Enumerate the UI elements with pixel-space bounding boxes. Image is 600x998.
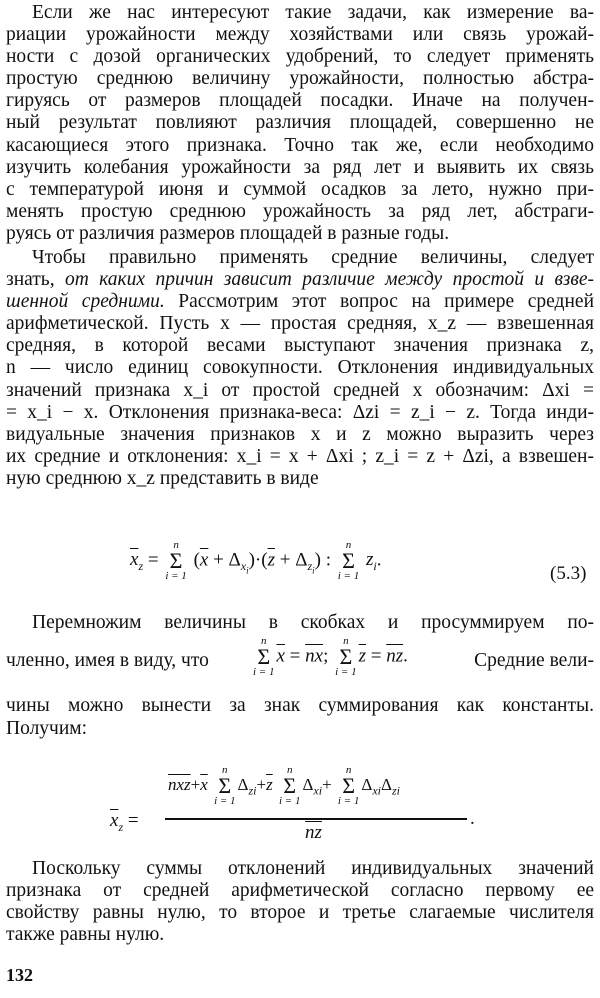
text-line: руясь от различия размеров площадей в разные годы. [6,222,450,244]
paragraph-3 [6,612,594,634]
text-line: = x_i − x. Отклонения признака-веса: Δzi = z_i − z. Тогда инди- [6,401,594,423]
text-line: изучить колебания урожайности за ряд лет и выявить их связь [6,156,594,178]
text-line: средняя, в которой весами выступают значения признака z, [6,335,594,357]
text-fragment: Средние вели- [474,650,594,671]
formula-numerator: $\overline{nxz}+\overline{x}$ n Σ i = 1 $\Delta_{zi}+\overline{z}$ n Σ i = 1 $\Delta_{xi}+$ n Σ i = 1 $\Delta_{xi}\Delta_{zi}$ [168,764,400,807]
text-line: значений признака x_i от простой средней x обозначим: Δxi = [6,379,594,401]
text-line: Перемножим величины в скобках и просуммируем по- [32,612,594,633]
text-line: их средние и отклонения: x_i = x + Δxi ; z_i = z + Δzi, а взвешен- [6,445,594,467]
text-line: ную среднюю x_z представить в виде [6,467,319,489]
text-line: видуальные значения признаков x и z можно выразить через [6,423,594,445]
text-fragment: членно, имея в виду, что [6,650,209,671]
text-line: риации урожайности между хозяйствами или связь урожай- [6,24,594,46]
page-number: 132 [6,965,33,985]
italic-text: от каких причин зависит различие между простой и взве- [64,269,594,291]
text-line: Если же нас интересуют такие задачи, как измерение ва- [32,2,594,23]
text-fragment: знать, [6,269,65,291]
text-line: Получим: [6,718,88,739]
text-line [6,269,594,291]
text-line: простую среднюю величину урожайности, полностью абстра- [6,68,594,90]
text-line: Чтобы правильно применять средние величины, следует [32,247,594,268]
text-line: ности с дозой органических удобрений, то следует применять [6,46,594,68]
text-line: свойству равны нулю, то второе и третье слагаемые числителя [6,902,594,924]
paragraph-3-rest [6,694,594,740]
fraction-bar [165,818,467,820]
text-line: также равны нулю. [6,924,165,946]
text-line: признака от средней арифметической согласно первому ее [6,880,594,902]
text-line: Поскольку суммы отклонений индивидуальных значений [32,858,594,879]
text-line: с температурой июня и суммой осадков за лето, нужно при- [6,178,594,200]
paragraph-1 [6,2,594,245]
paragraph-4 [6,858,594,946]
text-line: менять простую среднюю урожайность за ряд лет, абстраги- [6,200,594,222]
text-line: чины можно вынести за знак суммирования как константы. [6,695,594,716]
italic-text: шенной средними. [6,291,165,313]
paragraph-2 [6,247,594,490]
equation-number: (5.3) [550,563,587,584]
formula-denominator: $\overline{nz}$ [305,822,322,843]
text-line [6,291,594,313]
text-line: гируясь от размеров площадей посадки. Иначе на получен- [6,90,594,112]
formula-5-3: $\overline{x}_z$ = n Σ i = 1 $(\overline{x} + \Delta_{x_i})\cdot(\overline{z} + \Delta_{z_i})$ : n Σ i = 1 $z_i$. [130,539,382,582]
sum-symbol: n Σ i = 1 [337,539,360,582]
text-fragment: Рассмотрим этот вопрос на примере средней [164,291,595,313]
text-line: касающиеся этого признака. Точно так же, если необходимо [6,134,594,156]
inline-formula: n Σ i = 1 $\overline{x} = \overline{nx}$; n Σ i = 1 $\overline{z} = \overline{nz}$. [253,635,408,678]
formula-x-z: $\overline{x}_z$ = [110,810,139,834]
formula-period: . [470,808,475,829]
text-line: ный результат повлияют различия площадей, совершенно не [6,112,594,134]
text-line: n — число единиц совокупности. Отклонения индивидуальных [6,357,594,379]
text-line: арифметической. Пусть x — простая средняя, x_z — взвешенная [6,313,594,335]
sum-symbol: n Σ i = 1 [165,539,187,582]
